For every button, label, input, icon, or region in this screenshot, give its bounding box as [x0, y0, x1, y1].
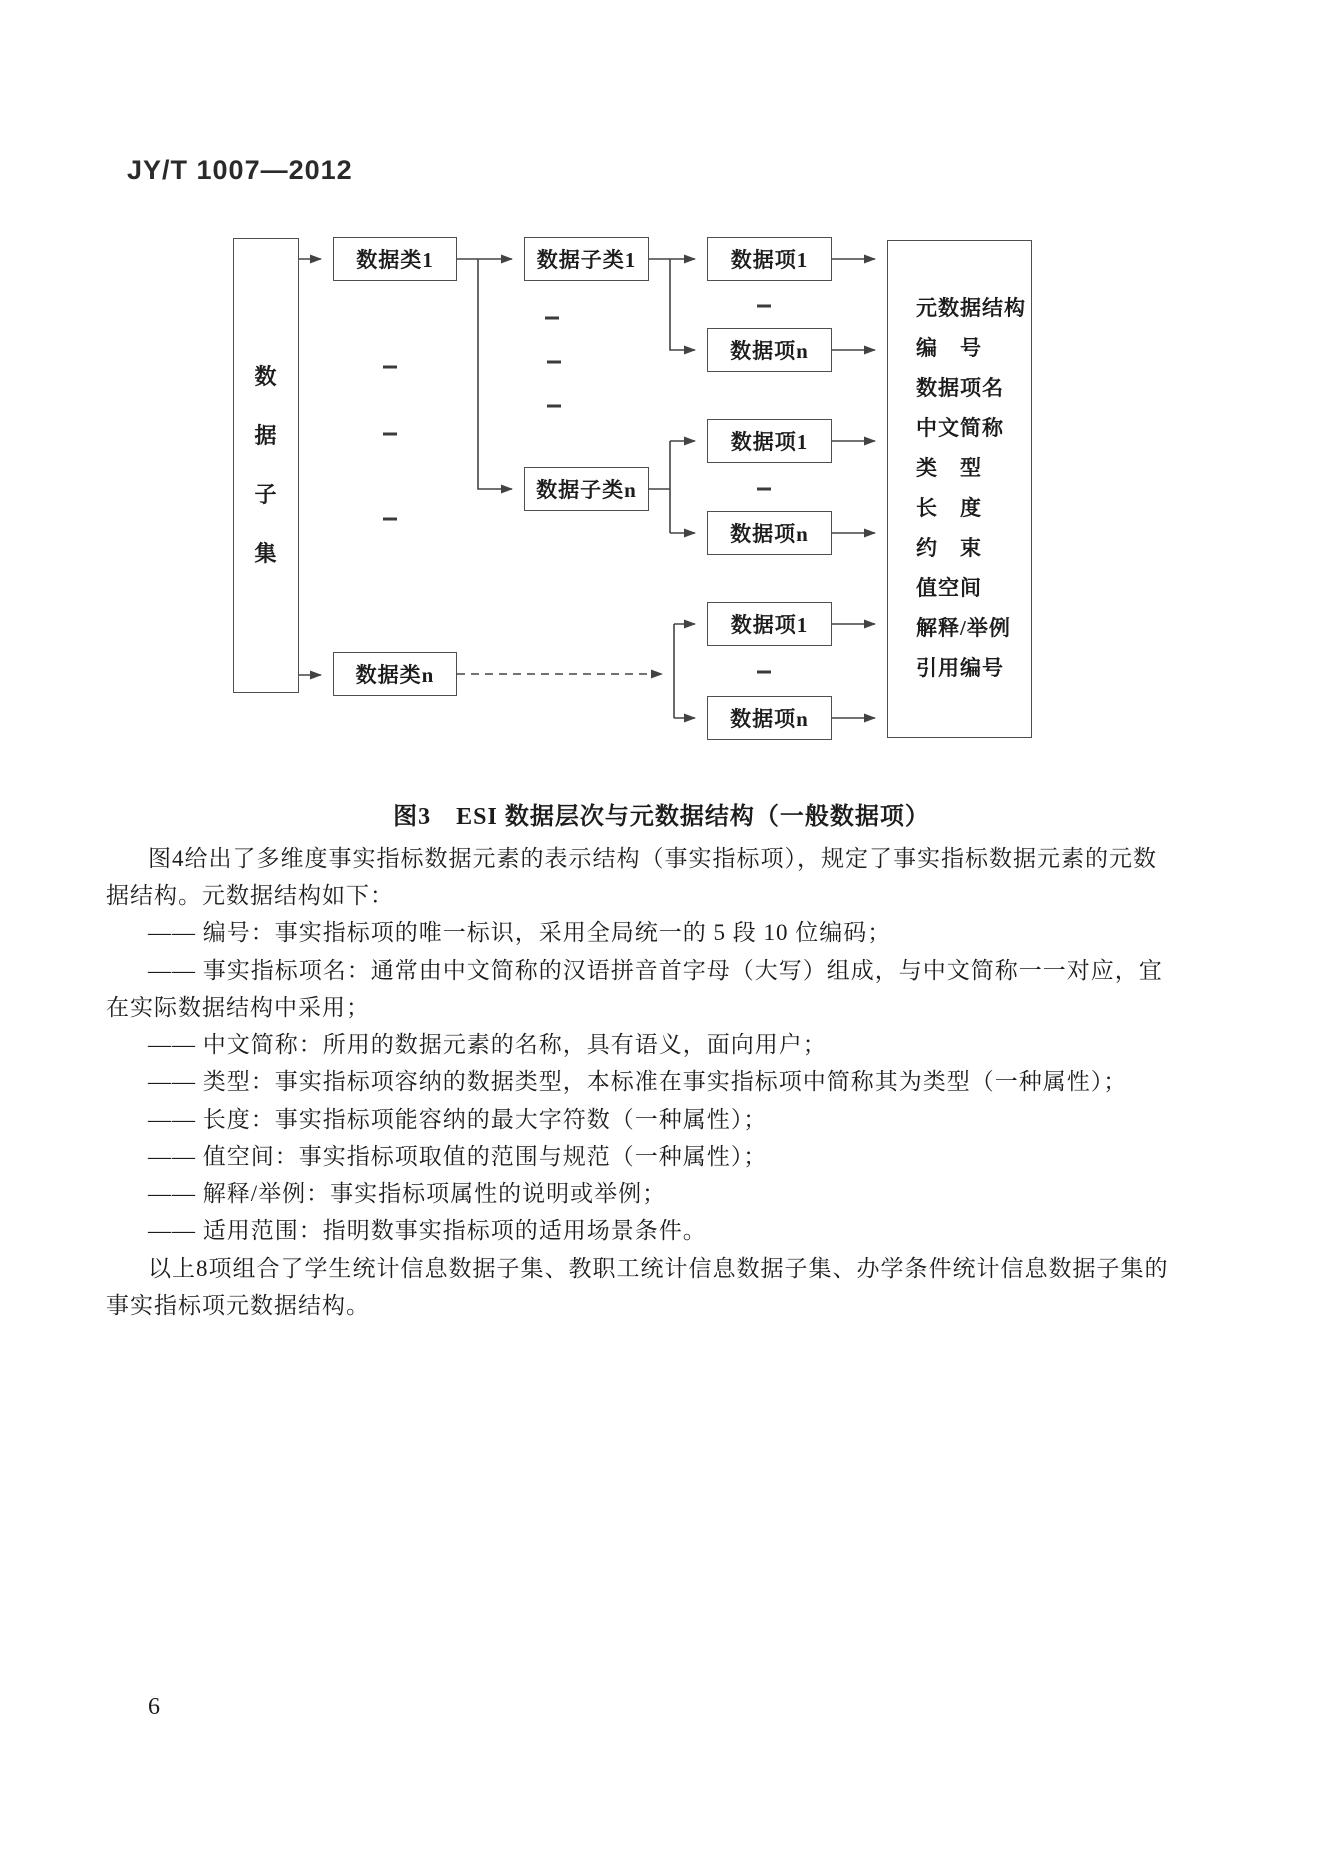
- figure3-diagram: [0, 0, 1323, 800]
- data-item-box: 数据项1: [707, 602, 832, 646]
- data-item-box: 数据项n: [707, 511, 832, 555]
- metadata-line: 数据项名: [916, 376, 1004, 400]
- body-line: 图4给出了多维度事实指标数据元素的表示结构（事实指标项），规定了事实指标数据元素的元数: [148, 846, 1157, 871]
- data-subclass-1-box: 数据子类1: [524, 237, 649, 281]
- body-list-item: —— 中文简称：所用的数据元素的名称，具有语义，面向用户；: [148, 1032, 827, 1057]
- data-item-box: 数据项n: [707, 696, 832, 740]
- body-list-item: —— 事实指标项名：通常由中文简称的汉语拼音首字母（大写）组成，与中文简称一一对应，宜: [148, 958, 1163, 983]
- metadata-line: 类 型: [916, 456, 982, 480]
- body-list-item: —— 适用范围：指明数事实指标项的适用场景条件。: [148, 1218, 707, 1243]
- body-list-item: —— 长度：事实指标项能容纳的最大字符数（一种属性）；: [148, 1107, 768, 1132]
- metadata-structure-box: [887, 240, 1032, 738]
- metadata-line: 长 度: [916, 496, 982, 520]
- data-class-n-box: 数据类n: [333, 652, 457, 696]
- metadata-line: 引用编号: [916, 656, 1004, 680]
- data-subset-box: [233, 238, 299, 693]
- document-number: JY/T 1007—2012: [127, 155, 353, 185]
- metadata-line: 中文简称: [916, 416, 1004, 440]
- body-line: 以上8项组合了学生统计信息数据子集、教职工统计信息数据子集、办学条件统计信息数据子集的: [148, 1256, 1169, 1281]
- body-list-item: —— 值空间：事实指标项取值的范围与规范（一种属性）；: [148, 1144, 768, 1169]
- data-subset-char: 集: [254, 541, 278, 566]
- data-item-box: 数据项1: [707, 419, 832, 463]
- data-subset-char: 数: [254, 364, 278, 389]
- metadata-line: 解释/举例: [916, 616, 1011, 640]
- body-list-item: —— 类型：事实指标项容纳的数据类型，本标准在事实指标项中简称其为类型（一种属性）；: [148, 1069, 1128, 1094]
- body-line: 在实际数据结构中采用；: [106, 995, 370, 1020]
- page-number: 6: [148, 1694, 160, 1720]
- metadata-line: 值空间: [916, 576, 982, 600]
- body-list-item: —— 解释/举例：事实指标项属性的说明或举例；: [148, 1181, 667, 1206]
- data-subset-char: 子: [254, 482, 278, 507]
- data-subset-char: 据: [254, 423, 278, 448]
- data-item-box: 数据项n: [707, 328, 832, 372]
- data-item-box: 数据项1: [707, 237, 832, 281]
- body-list-item: —— 编号：事实指标项的唯一标识，采用全局统一的 5 段 10 位编码；: [148, 920, 892, 945]
- connector-lines: [0, 0, 1323, 800]
- body-line: 据结构。元数据结构如下：: [106, 883, 394, 908]
- body-line: 事实指标项元数据结构。: [106, 1293, 370, 1318]
- metadata-line: 约 束: [916, 536, 982, 560]
- metadata-line: 编 号: [916, 336, 982, 360]
- data-class-1-box: 数据类1: [333, 237, 457, 281]
- figure-caption: 图3 ESI 数据层次与元数据结构（一般数据项）: [393, 804, 930, 830]
- data-subclass-n-box: 数据子类n: [524, 467, 649, 511]
- metadata-line: 元数据结构: [916, 296, 1026, 320]
